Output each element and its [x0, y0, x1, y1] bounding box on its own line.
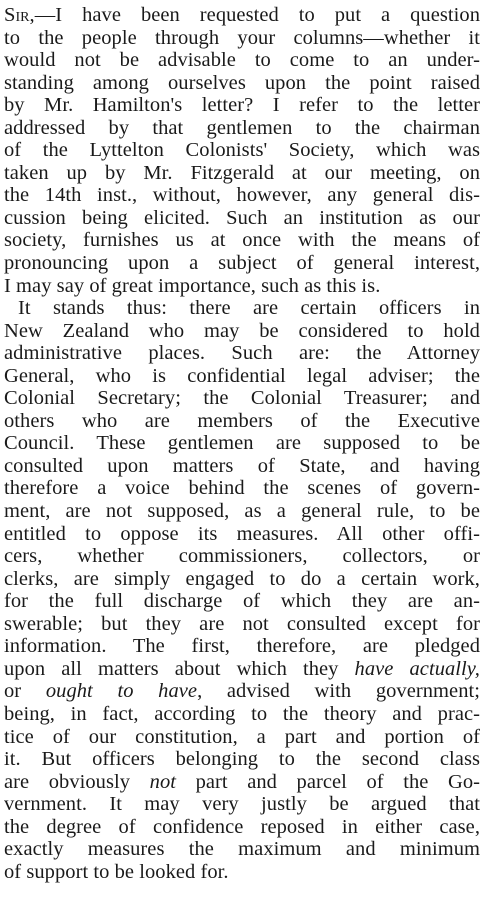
text-line: swerable; but they are not consulted except for [4, 612, 480, 635]
text-line: would not be advisable to come to an under- [4, 49, 480, 72]
text-line: of support to be looked for. [4, 860, 229, 883]
text-line: taken up by Mr. Fitzgerald at our meeting, on [4, 161, 480, 184]
italic-phrase: not [149, 770, 176, 793]
text-line: to the people through your columns—whether it [4, 26, 480, 49]
text-line: consulted upon matters of State, and having [4, 454, 480, 477]
italic-phrase: ought to have [45, 680, 198, 703]
text-line: Colonial Secretary; the Colonial Treasurer; and [4, 387, 480, 410]
text-line: the degree of confidence reposed in either case, [4, 815, 480, 838]
text-line: administrative places. Such are: the Attorney [4, 342, 480, 365]
text-line: cers, whether commissioners, collectors, or [4, 545, 480, 568]
text-line: exactly measures the maximum and minimum [4, 838, 480, 861]
text-line: I may say of great importance, such as this is. [4, 274, 381, 297]
text-line: clerks, are simply engaged to do a certain work, [4, 567, 480, 590]
text-line: therefore a voice behind the scenes of govern- [4, 477, 480, 500]
text-line: for the full discharge of which they are an- [4, 590, 480, 613]
text-line: vernment. It may very justly be argued that [4, 793, 480, 816]
text-line: being, in fact, according to the theory and prac- [4, 702, 480, 725]
text-line: standing among ourselves upon the point raised [4, 71, 480, 94]
text-line: of the Lyttelton Colonists' Society, which was [4, 139, 480, 162]
text-line: General, who is confidential legal adviser; the [4, 364, 480, 387]
text-line: It stands thus: there are certain officers in [18, 297, 480, 320]
text-line: pronouncing upon a subject of general interest, [4, 252, 480, 275]
text-line: society, furnishes us at once with the means of [4, 229, 480, 252]
letter-column [4, 4, 480, 883]
text-line: upon all matters about which they have actually, [4, 657, 480, 680]
text-line: New Zealand who may be considered to hold [4, 319, 480, 342]
text-line: the 14th inst., without, however, any general dis- [4, 184, 480, 207]
text-line: by Mr. Hamilton's letter? I refer to the letter [4, 94, 480, 117]
text-line: or ought to have, advised with government; [4, 680, 480, 703]
text-line: addressed by that gentlemen to the chairman [4, 116, 480, 139]
text-line: Council. These gentlemen are supposed to be [4, 432, 480, 455]
text-line: Sir,—I have been requested to put a question [4, 4, 480, 26]
text-line: tice of our constitution, a part and portion of [4, 725, 480, 748]
text-line: entitled to oppose its measures. All other offi- [4, 522, 480, 545]
text-line: others who are members of the Executive [4, 409, 480, 432]
salutation: Sir, [4, 4, 35, 26]
text-line: ment, are not supposed, as a general rule, to be [4, 500, 480, 523]
text-line: are obviously not part and parcel of the Go- [4, 770, 480, 793]
italic-phrase: have actually, [354, 657, 480, 680]
text-line: it. But officers belonging to the second class [4, 748, 480, 771]
text-line: cussion being elicited. Such an institution as our [4, 206, 480, 229]
text-line: information. The first, therefore, are pledged [4, 635, 480, 658]
